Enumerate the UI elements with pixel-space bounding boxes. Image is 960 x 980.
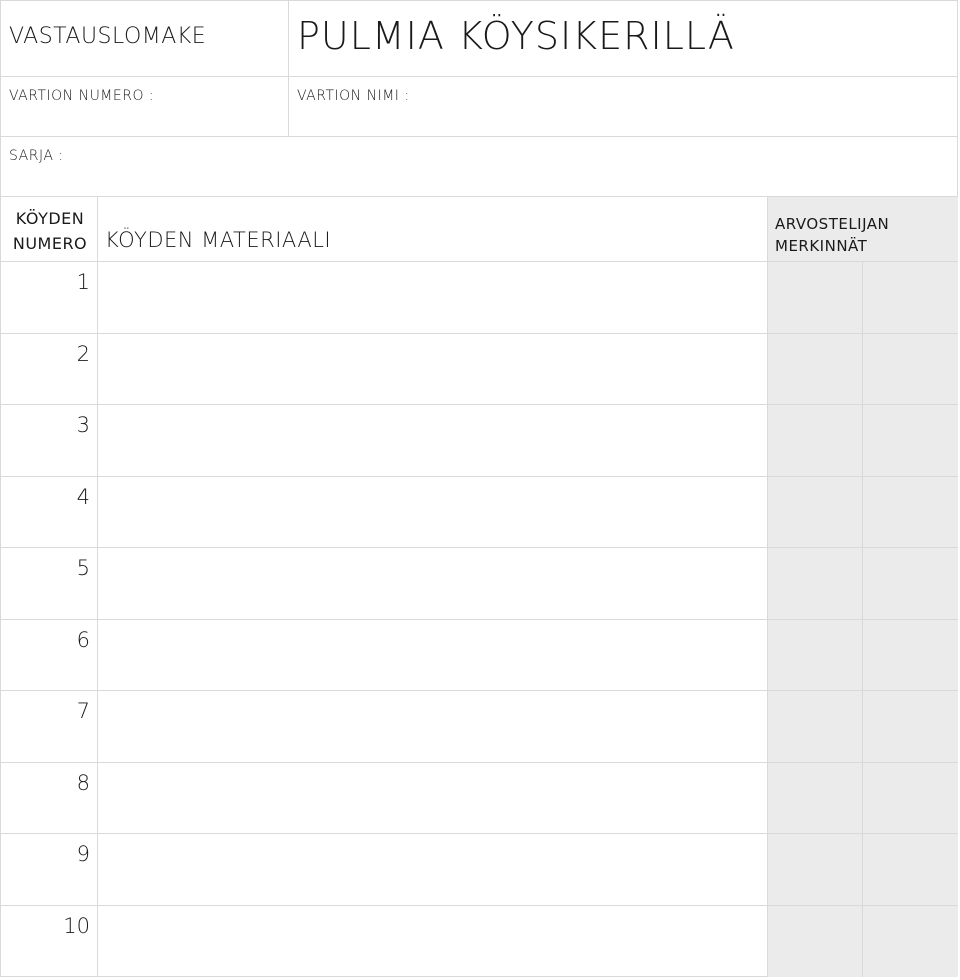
row-number: 10 [63, 914, 90, 938]
column-header-rope-number: KÖYDEN NUMERO [12, 209, 88, 253]
form-label: VASTAUSLOMAKE [9, 24, 207, 49]
material-answer-field[interactable] [98, 548, 767, 619]
row-number: 6 [76, 628, 90, 652]
row-number: 8 [76, 771, 90, 795]
page-title: PULMIA KÖYSIKERILLÄ [297, 14, 735, 58]
material-answer-field[interactable] [98, 834, 767, 905]
divider [288, 0, 289, 136]
material-answer-field[interactable] [98, 620, 767, 690]
judge-notes-area [768, 197, 958, 977]
row-number: 5 [76, 556, 90, 580]
row-number: 1 [76, 270, 90, 294]
material-answer-field[interactable] [98, 906, 767, 977]
series-field[interactable] [80, 140, 955, 192]
divider [0, 136, 958, 137]
column-header-judge-notes: ARVOSTELIJAN MERKINNÄT [775, 215, 890, 255]
row-number: 2 [76, 342, 90, 366]
series-label: SARJA : [9, 148, 64, 164]
divider [0, 196, 958, 197]
team-number-field[interactable] [160, 80, 285, 132]
row-number: 3 [76, 413, 90, 437]
team-name-label: VARTION NIMI : [297, 88, 410, 104]
material-answer-field[interactable] [98, 477, 767, 547]
material-answer-field[interactable] [98, 262, 767, 333]
divider [0, 76, 958, 77]
team-number-label: VARTION NUMERO : [9, 88, 155, 104]
divider [767, 196, 768, 977]
material-answer-field[interactable] [98, 405, 767, 476]
material-answer-field[interactable] [98, 334, 767, 404]
row-number: 7 [76, 699, 90, 723]
row-number: 4 [76, 485, 90, 509]
material-answer-field[interactable] [98, 763, 767, 833]
material-answer-field[interactable] [98, 691, 767, 762]
row-number: 9 [76, 842, 90, 866]
column-header-material: KÖYDEN MATERIAALI [105, 228, 332, 252]
team-name-field[interactable] [420, 80, 955, 132]
